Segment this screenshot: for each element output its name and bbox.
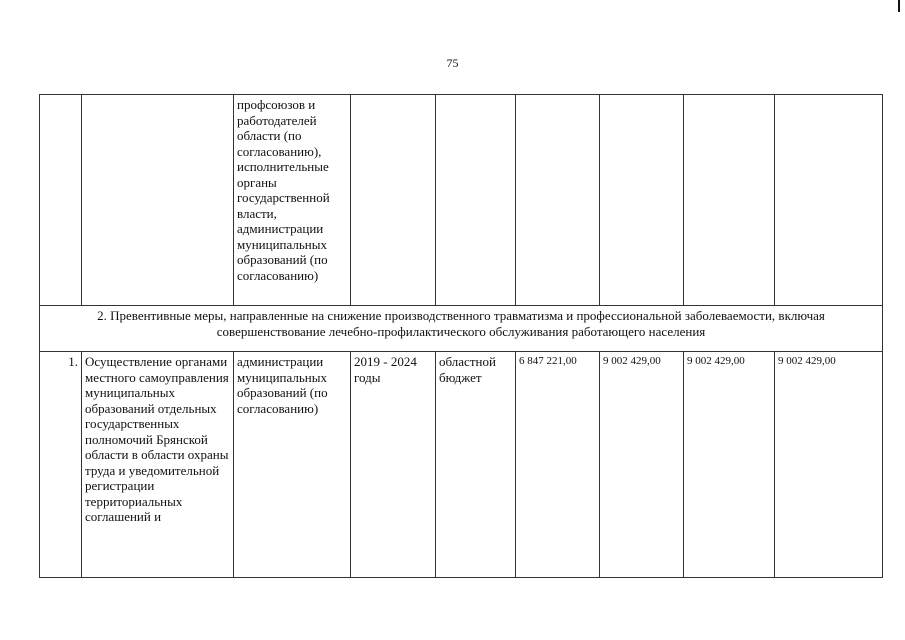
table-cell bbox=[516, 95, 600, 306]
activity-cell: Осуществление органами местного самоуправления муниципальных образований отдельных государственных полномочий Брянской области в области охраны труда и уведомительной регистрации территориальных соглашений и bbox=[82, 352, 234, 578]
table-cell bbox=[82, 95, 234, 306]
page-number: 75 bbox=[446, 56, 459, 70]
amount-cell: 9 002 429,00 bbox=[775, 352, 883, 578]
funding-source-cell: областной бюджет bbox=[436, 352, 516, 578]
table-cell bbox=[600, 95, 684, 306]
period-cell: 2019 - 2024 годы bbox=[351, 352, 436, 578]
page-edge-mark bbox=[898, 0, 900, 12]
table-row-section bbox=[40, 306, 883, 352]
table-cell bbox=[40, 95, 82, 306]
amount-cell: 6 847 221,00 bbox=[516, 352, 600, 578]
table-cell-executors bbox=[234, 95, 351, 306]
table-row-continuation bbox=[40, 95, 883, 306]
table-cell bbox=[684, 95, 775, 306]
table-row bbox=[40, 352, 883, 578]
executors-text: профсоюзов и работодателей области (по согласованию), исполнительные органы государственной власти, администрации муниципальных образований (по согласованию) bbox=[237, 97, 330, 283]
table-cell bbox=[351, 95, 436, 306]
amount-cell: 9 002 429,00 bbox=[684, 352, 775, 578]
section-heading: 2. Превентивные меры, направленные на снижение производственного травматизма и профессиональной заболеваемости, включая совершенствование лечебно-профилактического обслуживания работающего населения bbox=[40, 306, 883, 352]
amount-cell: 9 002 429,00 bbox=[600, 352, 684, 578]
table-cell bbox=[436, 95, 516, 306]
program-table bbox=[39, 94, 883, 578]
executors-cell: администрации муниципальных образований (по согласованию) bbox=[234, 352, 351, 578]
row-number: 1. bbox=[40, 352, 82, 578]
table-cell bbox=[775, 95, 883, 306]
